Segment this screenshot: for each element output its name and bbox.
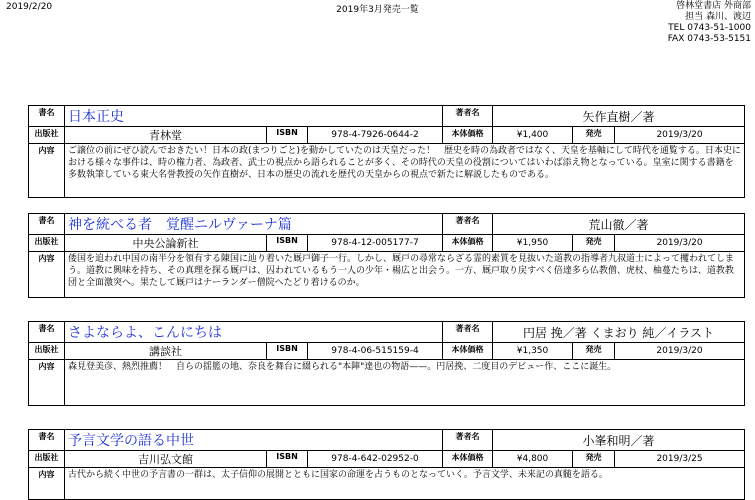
book-publisher: 吉川弘文館 [65, 451, 267, 468]
book-title: 予言文学の語る中世 [65, 430, 443, 451]
publisher-label: 出版社 [29, 451, 65, 468]
book-price: ¥1,400 [493, 127, 573, 144]
book-price: ¥1,950 [493, 235, 573, 252]
publisher-label: 出版社 [29, 235, 65, 252]
book-entry [28, 429, 744, 500]
book-isbn: 978-4-06-515159-4 [308, 343, 443, 360]
store-tel: TEL 0743-51-1000 [668, 23, 751, 33]
publisher-label: 出版社 [29, 127, 65, 144]
book-description: ご譲位の前にぜひ読んでおきたい！日本の政(まつりごと)を動かしていたのは天皇だった！ 歴史を時の為政者ではなく、天皇を基軸にして時代を通覧する。日本史における様々な事件は、時の権力者、為政者、武士の視点から語られることが多く、その時代の天皇の役割についてはいわば添え物となっている。皇室に関する書籍を多数執筆している東大名誉教授の矢作直樹が、日本の歴史の流れを歴代の天皇からの視点で新たに解説したものである。 [68, 146, 741, 180]
header-date: 2019/2/20 [6, 2, 53, 12]
staff-names: 担当 森川、渡辺 [685, 12, 751, 22]
content-label: 内容 [29, 360, 65, 406]
title-label: 書名 [29, 322, 65, 343]
isbn-label: ISBN [267, 451, 308, 468]
book-release-date: 2019/3/25 [615, 451, 745, 468]
book-author: 荒山徹／著 [493, 214, 745, 235]
author-label: 著者名 [443, 430, 493, 451]
book-publisher: 中央公論新社 [65, 235, 267, 252]
book-publisher: 講談社 [65, 343, 267, 360]
store-name: 啓林堂書店 外商部 [676, 1, 751, 11]
price-label: 本体価格 [443, 127, 493, 144]
author-label: 著者名 [443, 106, 493, 127]
book-title: 日本正史 [65, 106, 443, 127]
book-publisher: 青林堂 [65, 127, 267, 144]
release-label: 発売 [573, 235, 615, 252]
book-entry [28, 321, 744, 406]
price-label: 本体価格 [443, 343, 493, 360]
content-label: 内容 [29, 468, 65, 500]
release-label: 発売 [573, 127, 615, 144]
book-isbn: 978-4-642-02952-0 [308, 451, 443, 468]
release-label: 発売 [573, 343, 615, 360]
book-entry [28, 105, 744, 198]
price-label: 本体価格 [443, 451, 493, 468]
book-author: 矢作直樹／著 [493, 106, 745, 127]
book-description: 古代から続く中世の予言書の一群は、太子信仰の展開とともに国家の命運を占うものとなっていく。予言文学、未来記の真髄を語る。 [68, 470, 608, 480]
book-title: さよならよ、こんにちは [65, 322, 443, 343]
content-label: 内容 [29, 252, 65, 298]
title-label: 書名 [29, 214, 65, 235]
book-release-date: 2019/3/20 [615, 343, 745, 360]
store-contact [668, 1, 751, 45]
book-release-date: 2019/3/20 [615, 127, 745, 144]
title-label: 書名 [29, 430, 65, 451]
book-price: ¥1,350 [493, 343, 573, 360]
book-entry [28, 213, 744, 298]
author-label: 著者名 [443, 322, 493, 343]
title-label: 書名 [29, 106, 65, 127]
price-label: 本体価格 [443, 235, 493, 252]
book-description: 森見登美彦、熱烈推薦！ 自らの揺籃の地、奈良を舞台に綴られる"本陣"達也の物語——。円居挽、二度目のデビュー作、ここに誕生。 [68, 362, 617, 372]
book-description: 倭国を追われ中国の南半分を領有する陳国に辿り着いた厩戸御子一行。しかし、厩戸の尋常ならざる霊的素質を見抜いた道教の指導者九叔道士によって攫われてしまう。道教に興味を持ち、その真理を探る厩戸は、囚われているもう一人の少年・楊広と出会う。一方、厩戸取り戻すべく倍達多ら仏教僧、虎杖、柚蔓たちは、道教教団と全面激突へ。果たして厩戸はナーランダー僧院へたどり着けるのか。 [68, 254, 735, 288]
publisher-label: 出版社 [29, 343, 65, 360]
author-label: 著者名 [443, 214, 493, 235]
book-author: 円居 挽／著 くまおり 純／イラスト [493, 322, 745, 343]
book-price: ¥4,800 [493, 451, 573, 468]
book-isbn: 978-4-12-005177-7 [308, 235, 443, 252]
book-author: 小峯和明／著 [493, 430, 745, 451]
isbn-label: ISBN [267, 343, 308, 360]
isbn-label: ISBN [267, 235, 308, 252]
book-release-date: 2019/3/20 [615, 235, 745, 252]
isbn-label: ISBN [267, 127, 308, 144]
content-label: 内容 [29, 144, 65, 198]
book-title: 神を統べる者 覚醒ニルヴァーナ篇 [65, 214, 443, 235]
release-label: 発売 [573, 451, 615, 468]
page-title: 2019年3月発売一覧 [336, 5, 419, 15]
book-isbn: 978-4-7926-0644-2 [308, 127, 443, 144]
store-fax: FAX 0743-53-5151 [667, 34, 751, 44]
